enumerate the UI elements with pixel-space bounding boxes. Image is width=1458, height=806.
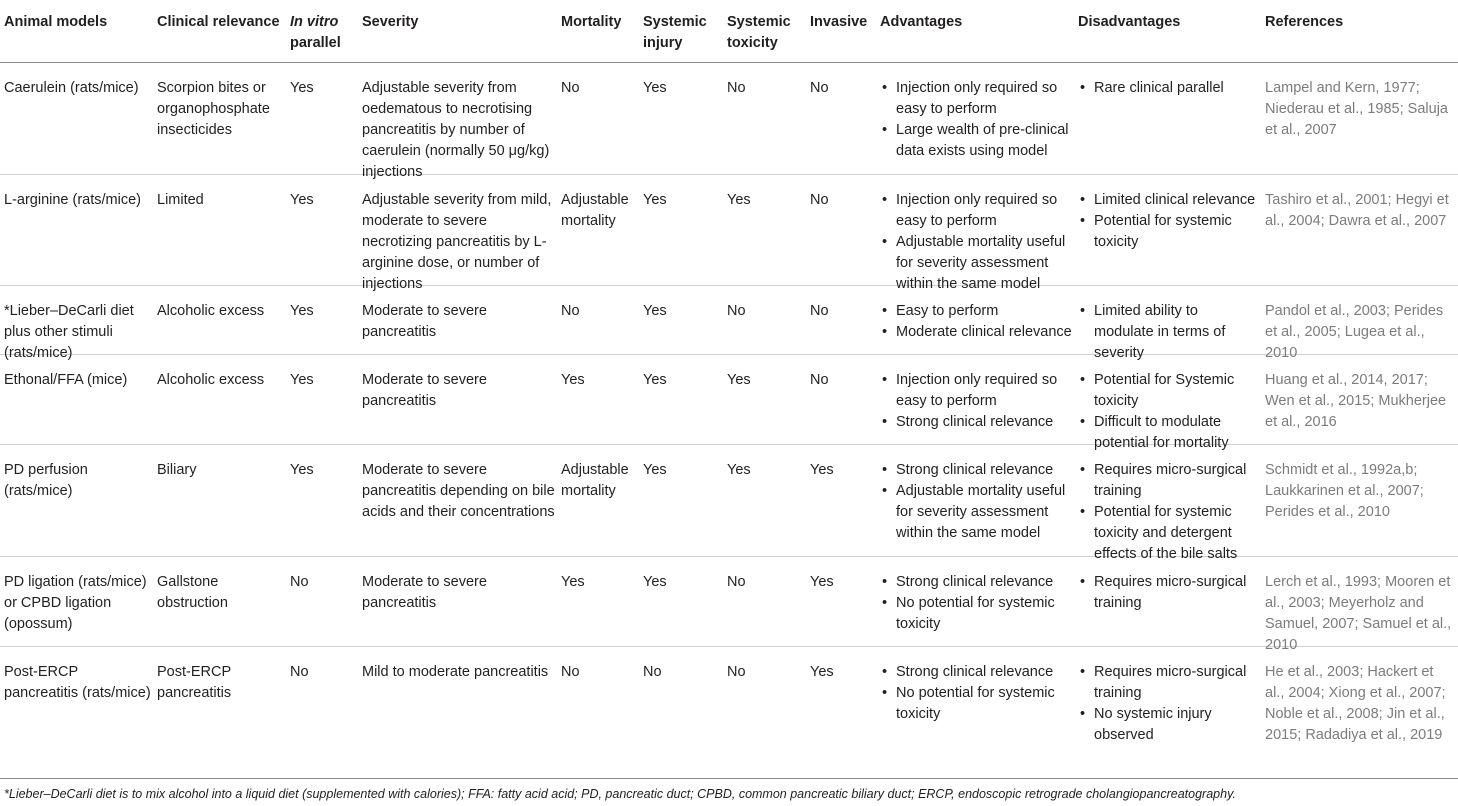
list-item: • Difficult to modulate potential for mortality <box>1078 412 1260 454</box>
list-item: • No potential for systemic toxicity <box>880 683 1076 725</box>
header-disadvantages: Disadvantages <box>1078 14 1181 30</box>
row-mortality: No <box>561 664 580 680</box>
row-systemic-injury: Yes <box>643 462 667 478</box>
row-animal-model: Ethonal/FFA (mice) <box>4 372 128 388</box>
row-severity: Adjustable severity from oedematous to necrotising pancreatitis by number of caerulein (normally 50 μg/kg) injections <box>362 80 550 180</box>
row-advantages-list <box>880 370 1076 433</box>
row-advantages-list <box>880 301 1076 343</box>
row-disadvantages <box>1078 370 1260 454</box>
table-footnote: *Lieber–DeCarli diet is to mix alcohol into a liquid diet (supplemented with calories); FFA: fatty acid acid; PD, pancreatic duct; CPBD, common pancreatic biliary duct; ERCP, endoscopic retrograde cholangiopancreatography. <box>4 787 1236 801</box>
row-invasive: Yes <box>810 462 834 478</box>
table-header-row <box>0 0 1458 63</box>
row-clinical-relevance: Alcoholic excess <box>157 303 265 319</box>
row-invasive: Yes <box>810 574 834 590</box>
row-advantages-list <box>880 572 1076 635</box>
row-advantages <box>880 662 1076 725</box>
row-systemic-toxicity: Yes <box>727 462 751 478</box>
header-in-vitro-rest: parallel <box>290 35 341 51</box>
row-clinical-relevance: Scorpion bites or organophosphate insecticides <box>157 80 270 138</box>
row-advantages <box>880 572 1076 635</box>
header-references: References <box>1265 14 1344 30</box>
row-in-vitro-parallel: No <box>290 664 309 680</box>
list-item: • Moderate clinical relevance <box>880 322 1076 343</box>
row-disadvantages-list <box>1078 370 1260 454</box>
row-disadvantages-list <box>1078 572 1260 614</box>
list-item: • No systemic injury observed <box>1078 704 1260 746</box>
list-item: • Strong clinical relevance <box>880 662 1076 683</box>
row-disadvantages-list <box>1078 190 1260 253</box>
row-advantages-list <box>880 662 1076 725</box>
row-disadvantages-list <box>1078 78 1260 99</box>
row-invasive: No <box>810 192 829 208</box>
row-mortality: Adjustable mortality <box>561 462 629 499</box>
row-advantages <box>880 190 1076 295</box>
list-item: • Limited ability to modulate in terms of severity <box>1078 301 1260 364</box>
list-item: • Potential for Systemic toxicity <box>1078 370 1260 412</box>
table-row <box>0 285 1458 361</box>
row-disadvantages <box>1078 78 1260 99</box>
row-advantages <box>880 460 1076 544</box>
row-clinical-relevance: Limited <box>157 192 204 208</box>
row-references: Lampel and Kern, 1977; Niederau et al., 1985; Saluja et al., 2007 <box>1265 80 1448 138</box>
table-row <box>0 354 1458 451</box>
row-mortality: Yes <box>561 574 585 590</box>
row-references: Huang et al., 2014, 2017; Wen et al., 2015; Mukherjee et al., 2016 <box>1265 372 1447 430</box>
row-severity: Moderate to severe pancreatitis <box>362 372 487 409</box>
row-systemic-toxicity: Yes <box>727 192 751 208</box>
table-row <box>0 444 1458 562</box>
header-animal-models: Animal models <box>4 14 108 30</box>
row-advantages <box>880 78 1076 162</box>
row-invasive: No <box>810 80 829 96</box>
row-systemic-toxicity: No <box>727 80 746 96</box>
row-in-vitro-parallel: Yes <box>290 462 314 478</box>
row-severity: Moderate to severe pancreatitis depending on bile acids and their concentrations <box>362 462 555 520</box>
row-references: Lerch et al., 1993; Mooren et al., 2003; Meyerholz and Samuel, 2007; Samuel et al., 2010 <box>1265 574 1452 653</box>
row-invasive: No <box>810 372 829 388</box>
row-clinical-relevance: Biliary <box>157 462 197 478</box>
list-item: • No potential for systemic toxicity <box>880 593 1076 635</box>
row-animal-model: L-arginine (rats/mice) <box>4 192 141 208</box>
list-item: • Strong clinical relevance <box>880 412 1076 433</box>
row-advantages-list <box>880 190 1076 295</box>
header-systemic-injury: Systemic injury <box>643 14 707 51</box>
list-item: • Requires micro-surgical training <box>1078 662 1260 704</box>
row-disadvantages-list <box>1078 460 1260 565</box>
row-disadvantages <box>1078 662 1260 746</box>
row-systemic-injury: Yes <box>643 574 667 590</box>
row-in-vitro-parallel: Yes <box>290 303 314 319</box>
row-systemic-toxicity: Yes <box>727 372 751 388</box>
row-mortality: No <box>561 80 580 96</box>
row-references: He et al., 2003; Hackert et al., 2004; Xiong et al., 2007; Noble et al., 2008; Jin et al., 2015; Radadiya et al., 2019 <box>1265 664 1446 743</box>
list-item: • Potential for systemic toxicity <box>1078 211 1260 253</box>
row-in-vitro-parallel: Yes <box>290 372 314 388</box>
header-advantages: Advantages <box>880 14 963 30</box>
table-bottom-rule <box>0 778 1458 779</box>
list-item: • Limited clinical relevance <box>1078 190 1260 211</box>
row-in-vitro-parallel: Yes <box>290 80 314 96</box>
row-references: Tashiro et al., 2001; Hegyi et al., 2004; Dawra et al., 2007 <box>1265 192 1449 229</box>
row-advantages-list <box>880 460 1076 544</box>
row-severity: Moderate to severe pancreatitis <box>362 574 487 611</box>
row-disadvantages-list <box>1078 662 1260 746</box>
row-systemic-injury: Yes <box>643 192 667 208</box>
row-invasive: No <box>810 303 829 319</box>
row-systemic-toxicity: No <box>727 574 746 590</box>
row-invasive: Yes <box>810 664 834 680</box>
list-item: • Strong clinical relevance <box>880 572 1076 593</box>
row-systemic-injury: Yes <box>643 303 667 319</box>
row-animal-model: Caerulein (rats/mice) <box>4 80 139 96</box>
table-row <box>0 556 1458 653</box>
row-advantages <box>880 370 1076 433</box>
row-advantages-list <box>880 78 1076 162</box>
header-systemic-toxicity: Systemic toxicity <box>727 14 791 51</box>
list-item: • Strong clinical relevance <box>880 460 1076 481</box>
row-animal-model: PD perfusion (rats/mice) <box>4 462 88 499</box>
row-references: Pandol et al., 2003; Perides et al., 2005; Lugea et al., 2010 <box>1265 303 1444 361</box>
header-invasive: Invasive <box>810 14 868 30</box>
header-in-vitro-parallel <box>290 12 358 54</box>
row-severity: Moderate to severe pancreatitis <box>362 303 487 340</box>
header-mortality: Mortality <box>561 14 622 30</box>
row-mortality: Yes <box>561 372 585 388</box>
row-animal-model: *Lieber–DeCarli diet plus other stimuli (rats/mice) <box>4 303 134 361</box>
table-row <box>0 646 1458 762</box>
row-mortality: No <box>561 303 580 319</box>
row-systemic-injury: No <box>643 664 662 680</box>
list-item: • Requires micro-surgical training <box>1078 460 1260 502</box>
row-systemic-toxicity: No <box>727 303 746 319</box>
header-clinical-relevance: Clinical relevance <box>157 14 280 30</box>
table-row <box>0 174 1458 292</box>
row-disadvantages <box>1078 460 1260 565</box>
row-in-vitro-parallel: Yes <box>290 192 314 208</box>
row-clinical-relevance: Alcoholic excess <box>157 372 265 388</box>
row-mortality: Adjustable mortality <box>561 192 629 229</box>
row-systemic-injury: Yes <box>643 372 667 388</box>
list-item: • Injection only required so easy to perform <box>880 370 1076 412</box>
row-clinical-relevance: Gallstone obstruction <box>157 574 228 611</box>
list-item: • Injection only required so easy to perform <box>880 190 1076 232</box>
list-item: • Adjustable mortality useful for severity assessment within the same model <box>880 481 1076 544</box>
row-severity: Adjustable severity from mild, moderate to severe necrotizing pancreatitis by L-arginine dose, or number of injections <box>362 192 552 292</box>
list-item: • Easy to perform <box>880 301 1076 322</box>
row-disadvantages <box>1078 190 1260 253</box>
list-item: • Large wealth of pre-clinical data exists using model <box>880 120 1076 162</box>
table-row <box>0 62 1458 180</box>
row-systemic-injury: Yes <box>643 80 667 96</box>
row-references: Schmidt et al., 1992a,b; Laukkarinen et al., 2007; Perides et al., 2010 <box>1265 462 1424 520</box>
row-animal-model: PD ligation (rats/mice) or CPBD ligation (opossum) <box>4 574 147 632</box>
row-clinical-relevance: Post-ERCP pancreatitis <box>157 664 232 701</box>
list-item: • Requires micro-surgical training <box>1078 572 1260 614</box>
list-item: • Potential for systemic toxicity and detergent effects of the bile salts <box>1078 502 1260 565</box>
row-severity: Mild to moderate pancreatitis <box>362 664 549 680</box>
header-severity: Severity <box>362 14 419 30</box>
row-systemic-toxicity: No <box>727 664 746 680</box>
header-in-vitro-italic: In vitro <box>290 14 339 30</box>
row-animal-model: Post-ERCP pancreatitis (rats/mice) <box>4 664 151 701</box>
row-disadvantages <box>1078 572 1260 614</box>
list-item: • Adjustable mortality useful for severity assessment within the same model <box>880 232 1076 295</box>
list-item: • Rare clinical parallel <box>1078 78 1260 99</box>
row-advantages <box>880 301 1076 343</box>
list-item: • Injection only required so easy to perform <box>880 78 1076 120</box>
row-in-vitro-parallel: No <box>290 574 309 590</box>
